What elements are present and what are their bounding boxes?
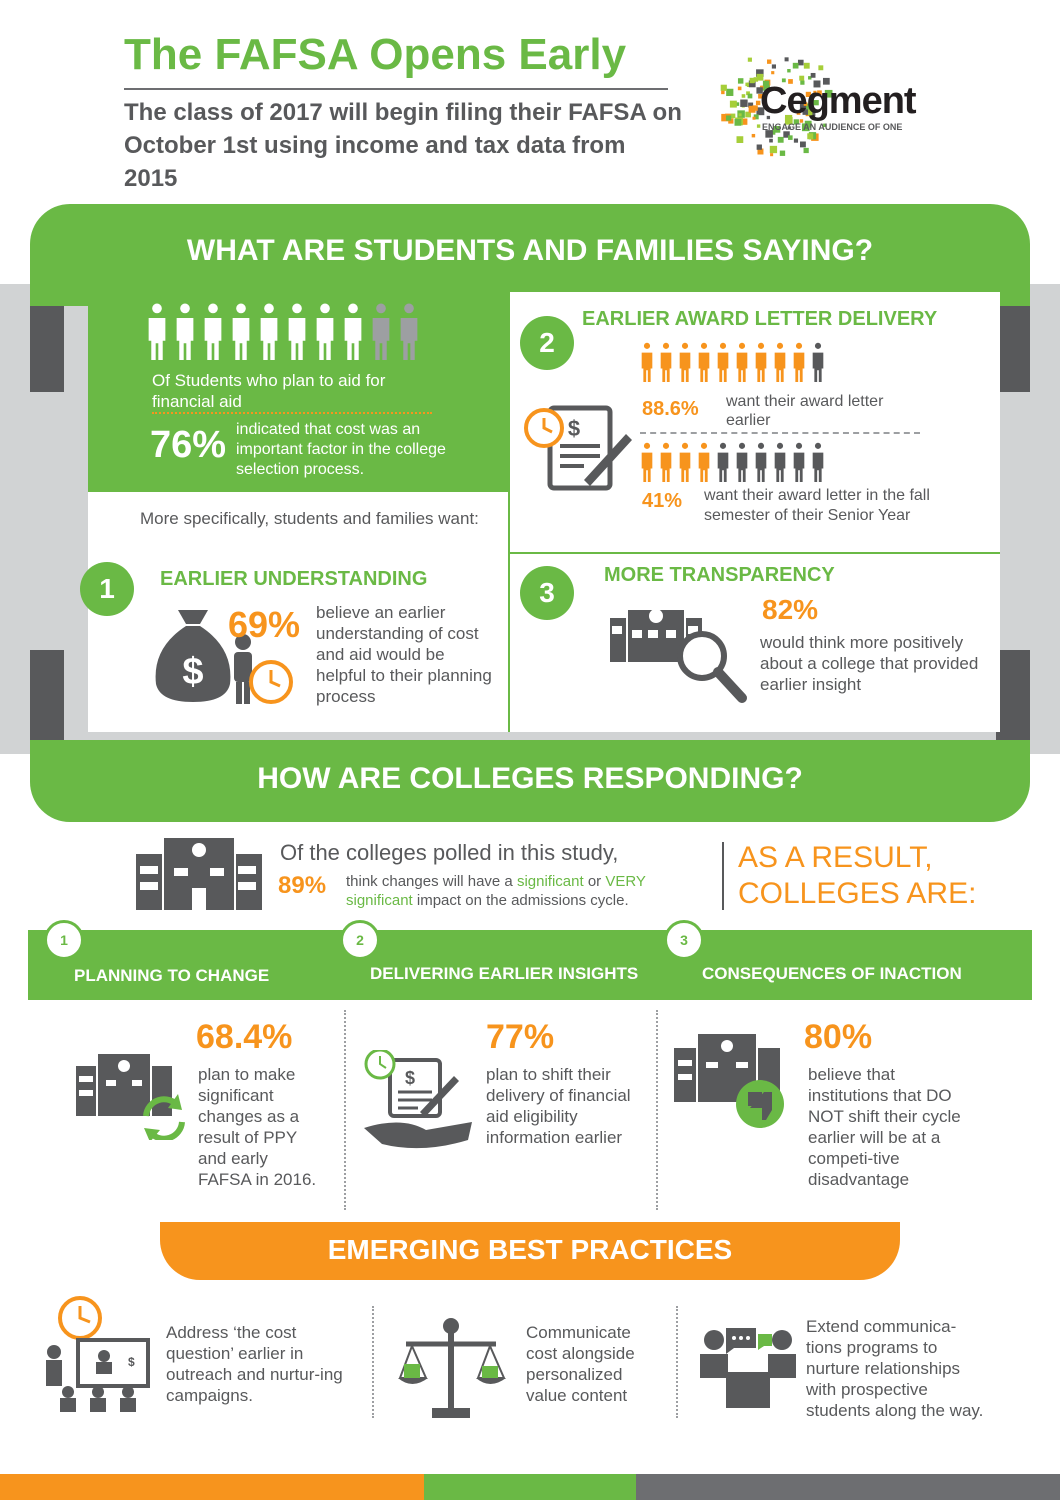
logo-mosaic-square bbox=[739, 113, 742, 116]
page-title: The FAFSA Opens Early bbox=[124, 30, 627, 79]
person-figure-head bbox=[815, 443, 821, 449]
person-figure-body bbox=[289, 318, 306, 360]
cost-box-percent: 76% bbox=[150, 424, 227, 466]
side-tab-left-lower bbox=[30, 650, 64, 742]
item3-text: would think more positively about a college that provided earlier insight bbox=[760, 633, 979, 694]
item1-number: 1 bbox=[80, 562, 134, 616]
person-figure-head bbox=[292, 304, 302, 314]
logo-mosaic-square bbox=[780, 151, 785, 156]
person-figure-body bbox=[756, 453, 767, 482]
logo-tagline: ENGAGE AN AUDIENCE OF ONE bbox=[762, 122, 903, 132]
person-figure-body bbox=[261, 318, 278, 360]
person-figure-head bbox=[739, 443, 745, 449]
footer-stripe-orange bbox=[0, 1474, 424, 1500]
person-figure-head bbox=[796, 343, 802, 349]
person-figure-body bbox=[345, 318, 362, 360]
college-building-icon bbox=[134, 832, 264, 912]
footer-stripe-green bbox=[424, 1474, 636, 1500]
result-line-2: COLLEGES ARE: bbox=[738, 877, 977, 910]
person-figure-body bbox=[737, 453, 748, 482]
person-figure-head bbox=[701, 343, 707, 349]
col1-number: 1 bbox=[44, 920, 84, 960]
cost-box-rule bbox=[152, 412, 432, 414]
item1-title: EARLIER UNDERSTANDING bbox=[160, 568, 428, 590]
person-figure-body bbox=[699, 353, 710, 382]
side-tab-left bbox=[30, 300, 64, 392]
person-figure-body bbox=[149, 318, 166, 360]
person-figure-head bbox=[682, 443, 688, 449]
svg-text:$: $ bbox=[404, 1068, 416, 1088]
logo-mosaic-square bbox=[721, 85, 727, 91]
col2-number: 2 bbox=[340, 920, 380, 960]
item2-stat-divider bbox=[640, 432, 920, 434]
person-figure-head bbox=[644, 443, 650, 449]
section1-vertical-divider bbox=[508, 292, 510, 732]
logo-mosaic-square bbox=[767, 59, 771, 63]
logo-mosaic-square bbox=[778, 137, 784, 143]
polled-very: VERY bbox=[605, 873, 646, 890]
person-figure-body bbox=[205, 318, 222, 360]
logo-mosaic-square bbox=[811, 73, 816, 78]
polled-significant: significant bbox=[516, 873, 584, 890]
building-magnifier-icon bbox=[604, 596, 754, 706]
person-figure-head bbox=[758, 343, 764, 349]
logo-mosaic-square bbox=[752, 134, 755, 137]
person-figure-body bbox=[642, 353, 653, 382]
logo-mosaic-square bbox=[734, 119, 741, 126]
logo-mosaic-square bbox=[738, 78, 743, 83]
person-figure-body bbox=[737, 353, 748, 382]
person-figure-head bbox=[758, 443, 764, 449]
person-figure-body bbox=[661, 353, 672, 382]
award-figures-row-a bbox=[640, 340, 840, 384]
col2-label: DELIVERING EARLIER INSIGHTS bbox=[370, 964, 639, 983]
logo-mosaic-square bbox=[748, 58, 752, 62]
item2-title: EARLIER AWARD LETTER DELIVERY bbox=[582, 308, 938, 330]
page-subtitle: The class of 2017 will begin filing their FAFSA on October 1st using income and tax data from 2015 bbox=[124, 99, 682, 192]
item1-percent: 69% bbox=[228, 604, 301, 645]
logo-mosaic-square bbox=[772, 64, 776, 68]
logo-mosaic-square bbox=[804, 63, 810, 69]
person-figure-head bbox=[720, 443, 726, 449]
section1-heading: WHAT ARE STUDENTS AND FAMILIES SAYING? bbox=[186, 234, 874, 267]
logo-mosaic-square bbox=[757, 124, 760, 127]
logo-mosaic-square bbox=[770, 153, 773, 156]
practice-divider-1 bbox=[372, 1306, 374, 1418]
person-figure-head bbox=[739, 343, 745, 349]
person-figure-body bbox=[775, 353, 786, 382]
person-figure-head bbox=[815, 343, 821, 349]
logo-mosaic-square bbox=[794, 139, 798, 143]
building-refresh-icon bbox=[74, 1050, 194, 1140]
col-divider-1 bbox=[344, 1010, 346, 1210]
svg-text:$: $ bbox=[128, 1355, 135, 1369]
person-figure-head bbox=[777, 443, 783, 449]
logo-mosaic-square bbox=[738, 87, 742, 91]
document-pen-clock-icon bbox=[522, 400, 640, 496]
section2-heading: HOW ARE COLLEGES RESPONDING? bbox=[257, 762, 803, 795]
person-figure-body bbox=[317, 318, 334, 360]
polled-significant-2: significant bbox=[346, 892, 413, 909]
document-hand-clock-icon bbox=[362, 1050, 482, 1160]
logo-mosaic-square bbox=[798, 60, 804, 66]
section1-heading-bar bbox=[30, 204, 1030, 306]
building-thumbs-down-icon bbox=[672, 1030, 802, 1130]
item3-title: MORE TRANSPARENCY bbox=[604, 564, 835, 586]
person-figure-body bbox=[718, 453, 729, 482]
side-tab-right bbox=[996, 300, 1030, 392]
col1-label: PLANNING TO CHANGE bbox=[74, 966, 270, 985]
person-figure-head bbox=[796, 443, 802, 449]
logo-mosaic-square bbox=[730, 101, 737, 108]
person-figure-body bbox=[813, 353, 824, 382]
svg-text:$: $ bbox=[182, 651, 204, 693]
person-figure-head bbox=[701, 443, 707, 449]
person-figure-body bbox=[661, 453, 672, 482]
person-figure-head bbox=[663, 343, 669, 349]
presentation-clock-icon bbox=[40, 1294, 160, 1414]
col3-label: CONSEQUENCES OF INACTION bbox=[702, 964, 962, 983]
logo-mosaic-square bbox=[800, 141, 806, 147]
logo-mosaic-square bbox=[753, 117, 756, 120]
person-figure-head bbox=[376, 304, 386, 314]
item3-percent: 82% bbox=[762, 594, 819, 625]
person-figure-body bbox=[756, 353, 767, 382]
person-figure-head bbox=[404, 304, 414, 314]
best-practices-heading: EMERGING BEST PRACTICES bbox=[327, 1234, 733, 1265]
person-figure-body bbox=[794, 353, 805, 382]
cost-box-text: indicated that cost was an important factor in the college selection process. bbox=[236, 421, 446, 478]
person-figure-head bbox=[152, 304, 162, 314]
polled-text bbox=[346, 872, 706, 910]
logo-mosaic-square bbox=[745, 83, 748, 86]
logo-mosaic-square bbox=[731, 114, 736, 119]
balance-scale-icon bbox=[396, 1316, 506, 1426]
person-figure-head bbox=[236, 304, 246, 314]
logo-mosaic-square bbox=[787, 69, 790, 72]
person-figure-head bbox=[180, 304, 190, 314]
col2-percent: 77% bbox=[486, 1018, 555, 1056]
person-figure-body bbox=[177, 318, 194, 360]
logo-mosaic-square bbox=[771, 71, 774, 74]
logo-mosaic-square bbox=[788, 135, 793, 140]
svg-text:$: $ bbox=[567, 416, 581, 441]
footer-stripe-grey bbox=[636, 1474, 1060, 1500]
person-figure-body bbox=[401, 318, 418, 360]
student-figures-row bbox=[146, 300, 426, 364]
col-divider-2 bbox=[656, 1010, 658, 1210]
logo-mosaic-square bbox=[750, 78, 755, 83]
item2-stat-a-text: want their award letter earlier bbox=[726, 393, 884, 429]
person-figure-body bbox=[373, 318, 390, 360]
practice-1-text: Address ‘the cost question’ earlier in outreach and nurtur-ing campaigns. bbox=[166, 1323, 343, 1405]
item2-number: 2 bbox=[520, 316, 574, 370]
logo-mosaic-square bbox=[737, 136, 744, 143]
logo-mosaic-square bbox=[807, 133, 813, 139]
result-heading bbox=[738, 840, 976, 912]
practice-2-text: Communicate cost alongside personalized value content bbox=[526, 1323, 635, 1405]
polled-or: or bbox=[587, 873, 602, 890]
logo-mosaic-square bbox=[726, 115, 731, 120]
polled-percent: 89% bbox=[278, 872, 327, 899]
item2-stat-b-text: want their award letter in the fall semester of their Senior Year bbox=[704, 487, 930, 524]
logo-mosaic-square bbox=[770, 146, 777, 153]
logo-mosaic-square bbox=[785, 57, 789, 61]
logo-mosaic-square bbox=[749, 106, 756, 113]
item1-text: believe an earlier understanding of cost and aid would be helpful to their planning process bbox=[316, 603, 492, 706]
logo-mosaic-square bbox=[748, 94, 753, 99]
person-figure-body bbox=[718, 353, 729, 382]
polled-line: Of the colleges polled in this study, bbox=[280, 840, 619, 865]
person-figure-head bbox=[208, 304, 218, 314]
person-figure-head bbox=[682, 343, 688, 349]
logo-mosaic-square bbox=[726, 89, 733, 96]
conversation-icon bbox=[696, 1318, 802, 1414]
cost-box-lead: Of Students who plan to aid for financial aid bbox=[152, 371, 386, 411]
side-tab-right-lower bbox=[996, 650, 1030, 742]
section1-horizontal-divider bbox=[508, 552, 1000, 554]
item2-stat-a-percent: 88.6% bbox=[642, 398, 699, 420]
logo-mosaic-square bbox=[742, 94, 746, 98]
practice-divider-2 bbox=[676, 1306, 678, 1418]
col1-percent: 68.4% bbox=[196, 1018, 293, 1056]
practice-3-text: Extend communica-tions programs to nurture relationships with prospective students along the way. bbox=[806, 1317, 984, 1420]
item2-stat-b-percent: 41% bbox=[642, 490, 683, 512]
logo-mosaic-square bbox=[740, 100, 747, 107]
title-divider bbox=[124, 88, 668, 90]
col3-number: 3 bbox=[664, 920, 704, 960]
result-line-1: AS A RESULT, bbox=[738, 841, 933, 874]
logo-mosaic-square bbox=[721, 91, 724, 94]
person-figure-head bbox=[320, 304, 330, 314]
person-figure-head bbox=[777, 343, 783, 349]
logo-mosaic-square bbox=[757, 144, 762, 149]
person-figure-body bbox=[680, 353, 691, 382]
section2-heading-bar bbox=[30, 740, 1030, 822]
person-figure-body bbox=[813, 453, 824, 482]
item3-number: 3 bbox=[520, 566, 574, 620]
want-intro: More specifically, students and families want: bbox=[140, 509, 479, 528]
award-figures-row-b bbox=[640, 440, 840, 484]
col1-text: plan to make significant changes as a result of PPY and early FAFSA in 2016. bbox=[198, 1065, 317, 1189]
person-figure-body bbox=[699, 453, 710, 482]
logo-mosaic-square bbox=[804, 148, 809, 153]
person-figure-body bbox=[775, 453, 786, 482]
person-figure-head bbox=[264, 304, 274, 314]
best-practices-heading-bar bbox=[160, 1222, 900, 1280]
result-divider bbox=[722, 842, 724, 910]
person-figure-head bbox=[720, 343, 726, 349]
polled-text-b: impact on the admissions cycle. bbox=[416, 892, 629, 909]
polled-text-a: think changes will have a bbox=[346, 873, 513, 890]
person-figure-head bbox=[348, 304, 358, 314]
logo-mosaic-square bbox=[769, 139, 773, 143]
person-figure-body bbox=[642, 453, 653, 482]
col2-text: plan to shift their delivery of financial aid eligibility information earlier bbox=[486, 1065, 631, 1147]
person-figure-head bbox=[644, 343, 650, 349]
person-figure-body bbox=[680, 453, 691, 482]
person-figure-body bbox=[794, 453, 805, 482]
logo-mosaic-square bbox=[793, 63, 799, 69]
person-figure-head bbox=[663, 443, 669, 449]
col3-text: believe that institutions that DO NOT shift their cycle earlier will be at a competi-tive disadvantage bbox=[808, 1065, 961, 1189]
logo-wordmark: Cegment bbox=[760, 80, 916, 122]
logo-mosaic-square bbox=[818, 65, 823, 70]
person-figure-body bbox=[233, 318, 250, 360]
col3-percent: 80% bbox=[804, 1018, 873, 1056]
